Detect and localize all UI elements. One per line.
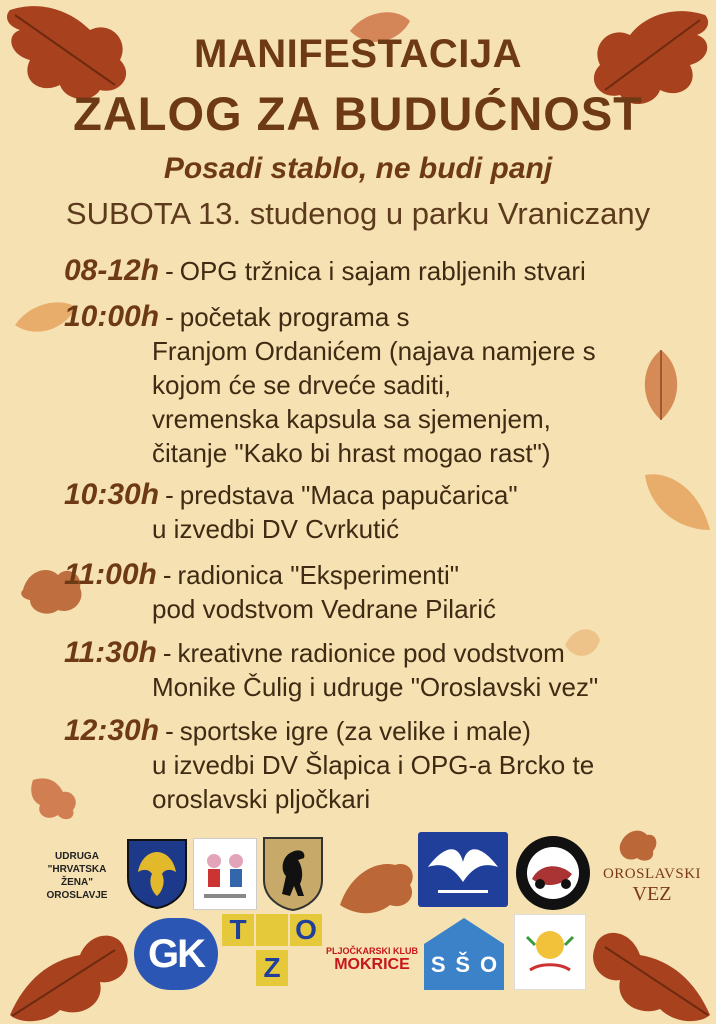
schedule-text: OPG tržnica i sajam rabljenih stvari [179, 256, 586, 286]
sso-logo [420, 914, 508, 992]
schedule-item: 10:00h - početak programa s Franjom Ordanićem (najava namjere s kojom će se drveće saditi, vremenska kapsula sa sjemenjem, čitanje "Kako bi hrast mogao rast") [64, 300, 596, 468]
schedule-text: kojom će se drveće saditi, [152, 370, 452, 400]
logo-text: Z [256, 950, 288, 986]
osnovna-skola-logo [418, 832, 508, 907]
leaf-icon [640, 465, 715, 540]
oak-leaf-icon [335, 855, 420, 920]
logo-text: O [290, 914, 322, 946]
title-manifestacija: MANIFESTACIJA [194, 32, 522, 76]
schedule-time: 10:30h [64, 478, 160, 511]
kindergarten-slapica-logo [193, 838, 257, 910]
logo-text: OROSLAVJE [46, 890, 108, 901]
schedule-item: 12:30h - sportske igre (za velike i male) u izvedbi DV Šlapica i OPG-a Brcko te oroslavski pljočkari [64, 714, 595, 814]
schedule-text: sportske igre (za velike i male) [179, 716, 531, 746]
pljockarski-klub-logo [326, 946, 418, 974]
udruga-hrvatska-zena-logo [32, 850, 122, 902]
schedule-text: kreativne radionice pod vodstvom [177, 638, 565, 668]
schedule-text: početak programa s [179, 302, 410, 332]
oak-leaf-icon [0, 920, 135, 1024]
logo-text: VEZ [632, 883, 672, 905]
logo-text: UDRUGA [55, 851, 99, 862]
coat-of-arms-logo [126, 838, 188, 910]
logo-text: GK [148, 931, 204, 976]
schedule-text: Franjom Ordanićem (najava namjere s [152, 336, 596, 366]
logo-text: PLJOČKARSKI KLUB [326, 946, 419, 956]
schedule-item: 08-12h - OPG tržnica i sajam rabljenih stvari [64, 254, 586, 287]
logo-text: T [222, 914, 254, 946]
schedule-text: pod vodstvom Vedrane Pilarić [152, 594, 496, 624]
coat-of-arms-icon [256, 914, 288, 946]
logo-text: OROSLAVSKI [602, 866, 702, 882]
tagline: Posadi stablo, ne budi panj [163, 152, 553, 185]
schedule-text: predstava "Maca papučarica" [179, 480, 518, 510]
schedule-time: 11:30h [64, 636, 157, 669]
schedule-text: Monike Čulig i udruge "Oroslavski vez" [152, 672, 599, 702]
logo-text: "HRVATSKA ŽENA" [47, 864, 107, 888]
schedule-item: 11:00h - radionica "Eksperimenti" pod vodstvom Vedrane Pilarić [64, 558, 496, 624]
schedule-time: 12:30h [64, 714, 160, 747]
logo-text: S [430, 952, 446, 977]
oak-leaf-icon [615, 825, 660, 865]
date-location: SUBOTA 13. studenog u parku Vraniczany [65, 196, 651, 231]
oak-leaf-icon [590, 915, 716, 1024]
schedule-time: 10:00h [64, 300, 160, 333]
schedule-text: oroslavski pljočkari [152, 784, 371, 814]
schedule-time: 08-12h [64, 254, 160, 287]
schedule-item: 10:30h - predstava "Maca papučarica" u izvedbi DV Cvrkutić [64, 478, 518, 544]
title-event-name: ZALOG ZA BUDUĆNOST [73, 87, 643, 140]
schedule-text: vremenska kapsula sa sjemenjem, [152, 404, 551, 434]
kindergarten-cvrkutic-logo [514, 914, 586, 990]
schedule-time: 11:00h [64, 558, 157, 591]
logo-text: MOKRICE [334, 956, 410, 973]
tzo-logo [222, 914, 322, 986]
schedule-text: u izvedbi DV Šlapica i OPG-a Brcko te [152, 750, 595, 780]
oroslavski-vez-logo [596, 866, 708, 906]
horse-shield-logo [262, 836, 324, 912]
leaf-icon [636, 345, 686, 425]
motorcycle-club-logo [514, 834, 592, 912]
schedule-item: 11:30h - kreativne radionice pod vodstvom Monike Čulig i udruge "Oroslavski vez" [64, 636, 599, 702]
schedule-text: u izvedbi DV Cvrkutić [152, 514, 400, 544]
schedule-text: čitanje "Kako bi hrast mogao rast") [152, 438, 551, 468]
logo-text: O [479, 952, 498, 977]
schedule-text: radionica "Eksperimenti" [177, 560, 459, 590]
gk-logo [134, 918, 218, 990]
logo-text: Š [455, 952, 471, 977]
